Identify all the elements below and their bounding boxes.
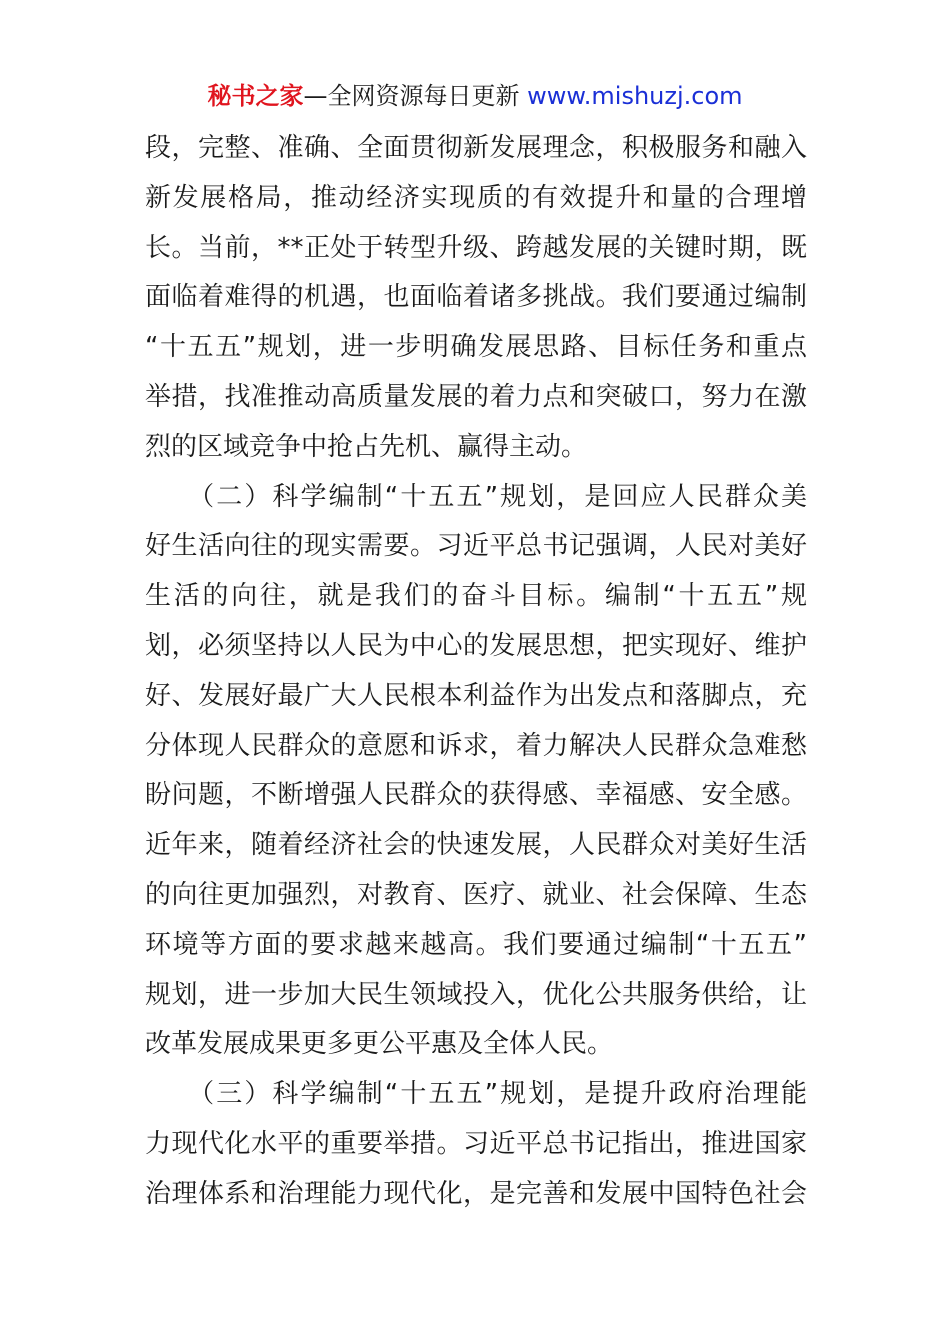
document-body: [145, 124, 807, 1220]
text-line: 好生活向往的现实需要。习近平总书记强调，人民对美好: [145, 531, 807, 562]
text-line: 分体现人民群众的意愿和诉求，着力解决人民群众急难愁: [145, 730, 807, 761]
brand-name: 秘书之家: [207, 82, 304, 110]
text-line: 举措，找准推动高质量发展的着力点和突破口，努力在激: [145, 381, 807, 412]
site-header: [0, 80, 950, 112]
text-line: 规划，进一步加大民生领域投入，优化公共服务供给，让: [145, 979, 807, 1010]
header-tagline: —全网资源每日更新: [303, 82, 528, 110]
section-heading-line: （三）科学编制“十五五”规划，是提升政府治理能: [145, 1079, 807, 1110]
text-line: 生活的向往，就是我们的奋斗目标。编制“十五五”规: [145, 581, 807, 612]
text-line: 治理体系和治理能力现代化，是完善和发展中国特色社会: [145, 1178, 807, 1209]
text-line: 烈的区域竞争中抢占先机、赢得主动。: [145, 431, 588, 462]
text-line: 近年来，随着经济社会的快速发展，人民群众对美好生活: [145, 830, 807, 861]
text-line: 盼问题，不断增强人民群众的获得感、幸福感、安全感。: [145, 780, 807, 811]
text-line: 面临着难得的机遇，也面临着诸多挑战。我们要通过编制: [145, 282, 807, 313]
text-line: 段，完整、准确、全面贯彻新发展理念，积极服务和融入: [145, 133, 807, 163]
text-line: 力现代化水平的重要举措。习近平总书记指出，推进国家: [145, 1128, 807, 1159]
section-heading-line: （二）科学编制“十五五”规划，是回应人民群众美: [145, 481, 807, 512]
text-line: 划，必须坚持以人民为中心的发展思想，把实现好、维护: [145, 630, 807, 661]
text-line: 的向往更加强烈，对教育、医疗、就业、社会保障、生态: [145, 879, 807, 910]
text-line: 长。当前，**正处于转型升级、跨越发展的关键时期，既: [145, 232, 807, 263]
text-line: 新发展格局，推动经济实现质的有效提升和量的合理增: [145, 182, 807, 213]
text-line: “十五五”规划，进一步明确发展思路、目标任务和重点: [145, 332, 807, 363]
text-line: 好、发展好最广大人民根本利益作为出发点和落脚点，充: [145, 680, 807, 711]
text-line: 环境等方面的要求越来越高。我们要通过编制“十五五”: [145, 929, 807, 960]
text-line: 改革发展成果更多更公平惠及全体人民。: [145, 1029, 614, 1060]
site-url-link[interactable]: www.mishuzj.com: [527, 82, 743, 110]
